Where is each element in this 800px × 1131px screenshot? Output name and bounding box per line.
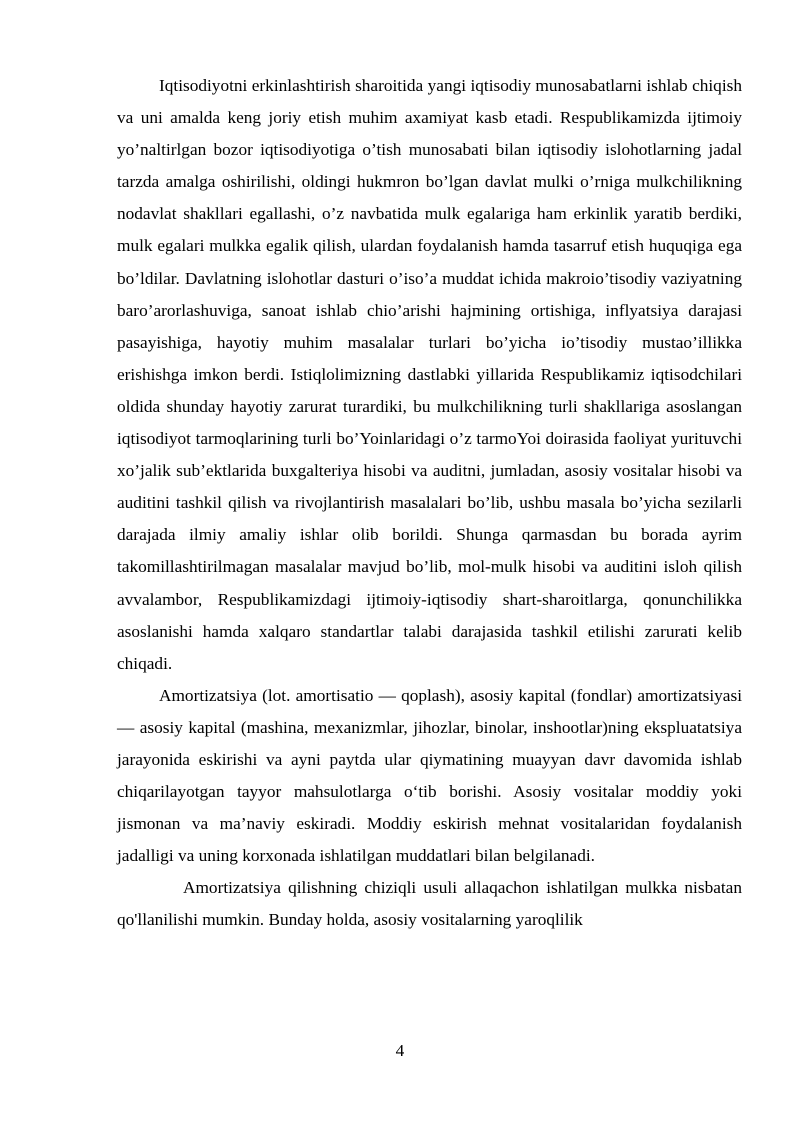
paragraph-amortization-definition: Amortizatsiya (lot. amortisatio — qoplash), asosiy kapital (fondlar) amortizatsiyasi — asosiy kapital (mashina, mexanizmlar, jihozlar, binolar, inshootlar)ning ekspluatatsiya jarayonida eskirishi va ayni paytda ular qiymatining muayyan davr davomida ishlab chiqarilayotgan tayyor mahsulotlarga o‘tib borishi. Asosiy vositalar moddiy yoki jismonan va ma’naviy eskiradi. Moddiy eskirish mehnat vositalaridan foydalanish jadalligi va uning korxonada ishlatilgan muddatlari bilan belgilanadi. (117, 685, 742, 866)
paragraph-straight-line-method: Amortizatsiya qilishning chiziqli usuli allaqachon ishlatilgan mulkka nisbatan qo'llanilishi mumkin. Bunday holda, asosiy vositalarning yaroqlilik (117, 878, 742, 930)
paragraph-economic-liberalization: Iqtisodiyotni erkinlashtirish sharoitida yangi iqtisodiy munosabatlarni ishlab chiqish va uni amalda keng joriy etish muhim axamiyat kasb etadi. Respublikamizda ijtimoiy yo’naltirlgan bozor iqtisodiyotiga o’tish munosabati bilan iqtisodiy islohotlarning jadal tarzda amalga oshirilishi, oldingi hukmron bo’lgan davlat mulki o’rniga mulkchilikning nodavlat shakllari egallashi, o’z navbatida mulk egalariga ham erkinlik yaratib berdiki, mulk egalari mulkka egalik qilish, ulardan foydalanish hamda tasarruf etish huquqiga ega bo’ldilar. Davlatning islohotlar dasturi o’iso’a muddat ichida makroio’tisodiy vaziyatning baro’arorlashuviga, sanoat ishlab chio’arishi hajmining ortishiga, inflyatsiya darajasi pasayishiga, hayotiy muhim masalalar turlari bo’yicha io’tisodiy mustao’illikka erishishga imkon berdi. Istiqlolimizning dastlabki yillarida Respublikamiz iqtisodchilari oldida shunday hayotiy zarurat turardiki, bu mulkchilikning turli shakllariga asoslangan iqtisodiyot tarmoqlarining turli bo’Yoinlaridagi o’z tarmoYoi doirasida faoliyat yurituvchi xo’jalik sub’ektlarida buxgalteriya hisobi va auditni, jumladan, asosiy vositalar hisobi va auditini tashkil qilish va rivojlantirish masalalari bo’lib, ushbu masala bo’yicha sezilarli darajada ilmiy amaliy ishlar olib borildi. Shunga qarmasdan bu borada ayrim takomillashtirilmagan masalalar mavjud bo’lib, mol-mulk hisobi va auditini isloh qilish avvalambor, Respublikamizdagi ijtimoiy-iqtisodiy shart-sharoitlarga, qonunchilikka asoslanishi hamda xalqaro standartlar talabi darajasida tashkil etilishi zarurati kelib chiqadi. (117, 76, 742, 673)
page-number: 4 (395, 1041, 405, 1060)
document-page (117, 70, 742, 937)
